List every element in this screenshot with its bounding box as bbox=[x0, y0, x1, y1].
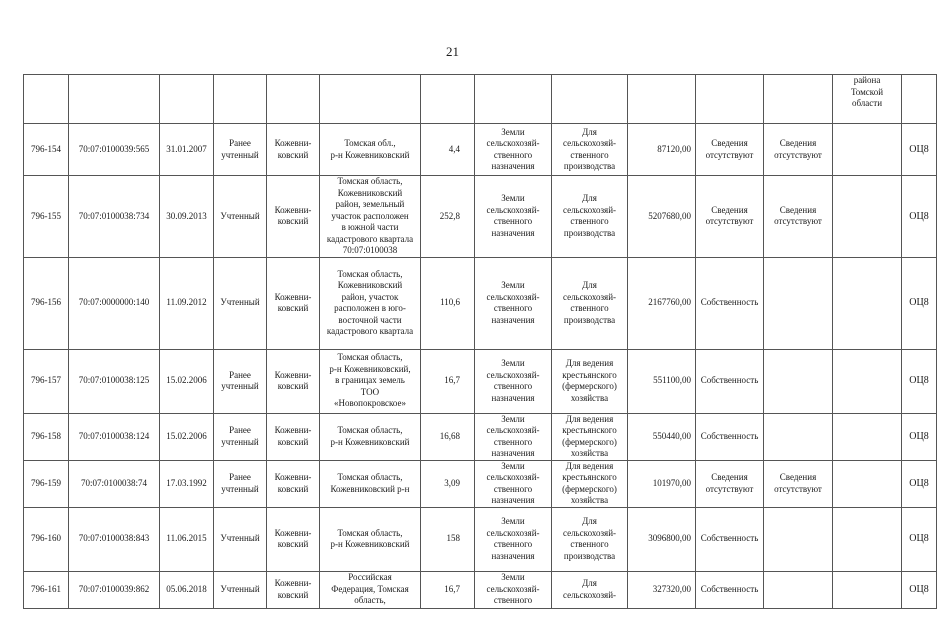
cell-date: 15.02.2006 bbox=[160, 413, 214, 460]
table-row bbox=[24, 413, 937, 460]
cell-value: 550440,00 bbox=[628, 413, 696, 460]
cell-right: Собственность bbox=[696, 413, 764, 460]
cell-cadastral: 70:07:0100039:862 bbox=[69, 571, 160, 608]
cell-empty bbox=[833, 349, 902, 413]
cell-category: Земли сельскохозяй- ственного назначения bbox=[475, 349, 552, 413]
cell-category: Земли сельскохозяй- ственного назначения bbox=[475, 460, 552, 507]
cell bbox=[475, 75, 552, 124]
cell-id: 796-159 bbox=[24, 460, 69, 507]
cell-owner bbox=[764, 257, 833, 349]
table-row bbox=[24, 460, 937, 507]
cell-use: Для ведения крестьянского (фермерского) хозяйства bbox=[552, 460, 628, 507]
cell-cadastral: 70:07:0100038:125 bbox=[69, 349, 160, 413]
cell-district: Кожевни- ковский bbox=[267, 257, 320, 349]
cell-status: Ранее учтенный bbox=[214, 124, 267, 176]
cell-empty bbox=[833, 413, 902, 460]
cell-owner bbox=[764, 349, 833, 413]
cell-id: 796-156 bbox=[24, 257, 69, 349]
cell-status: Ранее учтенный bbox=[214, 460, 267, 507]
cell-date: 05.06.2018 bbox=[160, 571, 214, 608]
cell-status: Ранее учтенный bbox=[214, 413, 267, 460]
cell-empty bbox=[833, 571, 902, 608]
cell-area: 252,8 bbox=[421, 176, 475, 258]
cell-district: Кожевни- ковский bbox=[267, 507, 320, 571]
cell-code: ОЦ8 bbox=[902, 460, 937, 507]
cell-status: Учтенный bbox=[214, 571, 267, 608]
cell-cadastral: 70:07:0000000:140 bbox=[69, 257, 160, 349]
cell-right: Сведения отсутствуют bbox=[696, 124, 764, 176]
cell-address: Томская область, Кожевниковский р-н bbox=[320, 460, 421, 507]
cell-area: 16,7 bbox=[421, 571, 475, 608]
cell-empty bbox=[833, 176, 902, 258]
cell-value: 5207680,00 bbox=[628, 176, 696, 258]
cell bbox=[24, 75, 69, 124]
cell-id: 796-157 bbox=[24, 349, 69, 413]
cell-address: Томская область, р-н Кожевниковский, в границах земель ТОО «Новопокровское» bbox=[320, 349, 421, 413]
cell-id: 796-158 bbox=[24, 413, 69, 460]
cell-district: Кожевни- ковский bbox=[267, 571, 320, 608]
cell-address: Томская область, р-н Кожевниковский bbox=[320, 507, 421, 571]
cell-use: Для сельскохозяй- bbox=[552, 571, 628, 608]
cell-value: 551100,00 bbox=[628, 349, 696, 413]
cell-district: Кожевни- ковский bbox=[267, 460, 320, 507]
cell-date: 31.01.2007 bbox=[160, 124, 214, 176]
cell-cadastral: 70:07:0100038:734 bbox=[69, 176, 160, 258]
table-row bbox=[24, 507, 937, 571]
cell-status: Учтенный bbox=[214, 507, 267, 571]
cell-code: ОЦ8 bbox=[902, 257, 937, 349]
cell-area: 16,7 bbox=[421, 349, 475, 413]
cell-value: 87120,00 bbox=[628, 124, 696, 176]
cell-id: 796-154 bbox=[24, 124, 69, 176]
cell-date: 17.03.1992 bbox=[160, 460, 214, 507]
cell-use: Для ведения крестьянского (фермерского) хозяйства bbox=[552, 413, 628, 460]
cell-code: ОЦ8 bbox=[902, 571, 937, 608]
cell-area: 110,6 bbox=[421, 257, 475, 349]
cell-date: 30.09.2013 bbox=[160, 176, 214, 258]
cell-category: Земли сельскохозяй- ственного назначения bbox=[475, 176, 552, 258]
cell bbox=[69, 75, 160, 124]
cell-right: Сведения отсутствуют bbox=[696, 176, 764, 258]
table-row bbox=[24, 124, 937, 176]
cell-cadastral: 70:07:0100038:843 bbox=[69, 507, 160, 571]
cell bbox=[628, 75, 696, 124]
cell-id: 796-160 bbox=[24, 507, 69, 571]
cell-owner: Сведения отсутствуют bbox=[764, 124, 833, 176]
cell-right: Собственность bbox=[696, 257, 764, 349]
cell bbox=[320, 75, 421, 124]
table-row-fragment bbox=[24, 75, 937, 124]
cell-address: Томская область, Кожевниковский район, земельный участок расположен в южной части кадастрового квартала 70:07:0100038 bbox=[320, 176, 421, 258]
cell-address: Томская область, р-н Кожевниковский bbox=[320, 413, 421, 460]
cell-address: Томская область, Кожевниковский район, участок расположен в юго- восточной части кадастрового квартала bbox=[320, 257, 421, 349]
cell bbox=[902, 75, 937, 124]
cell-cadastral: 70:07:0100038:124 bbox=[69, 413, 160, 460]
cell-status: Учтенный bbox=[214, 257, 267, 349]
cell-right: Собственность bbox=[696, 507, 764, 571]
cell-address: Российская Федерация, Томская область, bbox=[320, 571, 421, 608]
cell-value: 2167760,00 bbox=[628, 257, 696, 349]
cell-use: Для ведения крестьянского (фермерского) хозяйства bbox=[552, 349, 628, 413]
cell-address: Томская обл., р-н Кожевниковский bbox=[320, 124, 421, 176]
cell-status: Учтенный bbox=[214, 176, 267, 258]
cell-category: Земли сельскохозяй- ственного bbox=[475, 571, 552, 608]
cell-owner bbox=[764, 507, 833, 571]
cell bbox=[267, 75, 320, 124]
cell-use: Для сельскохозяй- ственного производства bbox=[552, 507, 628, 571]
cell bbox=[160, 75, 214, 124]
cell-use: Для сельскохозяй- ственного производства bbox=[552, 257, 628, 349]
cell-category: Земли сельскохозяй- ственного назначения bbox=[475, 124, 552, 176]
cell-date: 11.09.2012 bbox=[160, 257, 214, 349]
cell-empty bbox=[833, 257, 902, 349]
cell-owner bbox=[764, 413, 833, 460]
cell-code: ОЦ8 bbox=[902, 176, 937, 258]
cell-owner: Сведения отсутствуют bbox=[764, 460, 833, 507]
cell-date: 11.06.2015 bbox=[160, 507, 214, 571]
cell-empty bbox=[833, 460, 902, 507]
cell-category: Земли сельскохозяй- ственного назначения bbox=[475, 507, 552, 571]
cell-cadastral: 70:07:0100039:565 bbox=[69, 124, 160, 176]
cell-use: Для сельскохозяй- ственного производства bbox=[552, 124, 628, 176]
cell-category: Земли сельскохозяй- ственного назначения bbox=[475, 413, 552, 460]
table-row bbox=[24, 349, 937, 413]
table-row bbox=[24, 571, 937, 608]
cell bbox=[764, 75, 833, 124]
cell: района Томской области bbox=[833, 75, 902, 124]
cell-date: 15.02.2006 bbox=[160, 349, 214, 413]
cell-status: Ранее учтенный bbox=[214, 349, 267, 413]
cell-area: 158 bbox=[421, 507, 475, 571]
cell-code: ОЦ8 bbox=[902, 124, 937, 176]
cell-value: 327320,00 bbox=[628, 571, 696, 608]
cell bbox=[421, 75, 475, 124]
page-number: 21 bbox=[446, 44, 459, 59]
cell-code: ОЦ8 bbox=[902, 413, 937, 460]
cell bbox=[552, 75, 628, 124]
cell-district: Кожевни- ковский bbox=[267, 176, 320, 258]
cell-code: ОЦ8 bbox=[902, 349, 937, 413]
cell-id: 796-161 bbox=[24, 571, 69, 608]
table-row bbox=[24, 257, 937, 349]
cell-area: 16,68 bbox=[421, 413, 475, 460]
cell-district: Кожевни- ковский bbox=[267, 349, 320, 413]
cell-right: Сведения отсутствуют bbox=[696, 460, 764, 507]
cell-empty bbox=[833, 124, 902, 176]
table-row bbox=[24, 176, 937, 258]
cell-district: Кожевни- ковский bbox=[267, 124, 320, 176]
cell-category: Земли сельскохозяй- ственного назначения bbox=[475, 257, 552, 349]
cell-owner: Сведения отсутствуют bbox=[764, 176, 833, 258]
cell-id: 796-155 bbox=[24, 176, 69, 258]
cell-right: Собственность bbox=[696, 571, 764, 608]
cell-cadastral: 70:07:0100038:74 bbox=[69, 460, 160, 507]
land-registry-table bbox=[23, 74, 937, 609]
cell-use: Для сельскохозяй- ственного производства bbox=[552, 176, 628, 258]
cell bbox=[696, 75, 764, 124]
cell-empty bbox=[833, 507, 902, 571]
cell-right: Собственность bbox=[696, 349, 764, 413]
cell-owner bbox=[764, 571, 833, 608]
cell-area: 4,4 bbox=[421, 124, 475, 176]
cell bbox=[214, 75, 267, 124]
cell-district: Кожевни- ковский bbox=[267, 413, 320, 460]
cell-value: 101970,00 bbox=[628, 460, 696, 507]
cell-value: 3096800,00 bbox=[628, 507, 696, 571]
cell-area: 3,09 bbox=[421, 460, 475, 507]
cell-code: ОЦ8 bbox=[902, 507, 937, 571]
